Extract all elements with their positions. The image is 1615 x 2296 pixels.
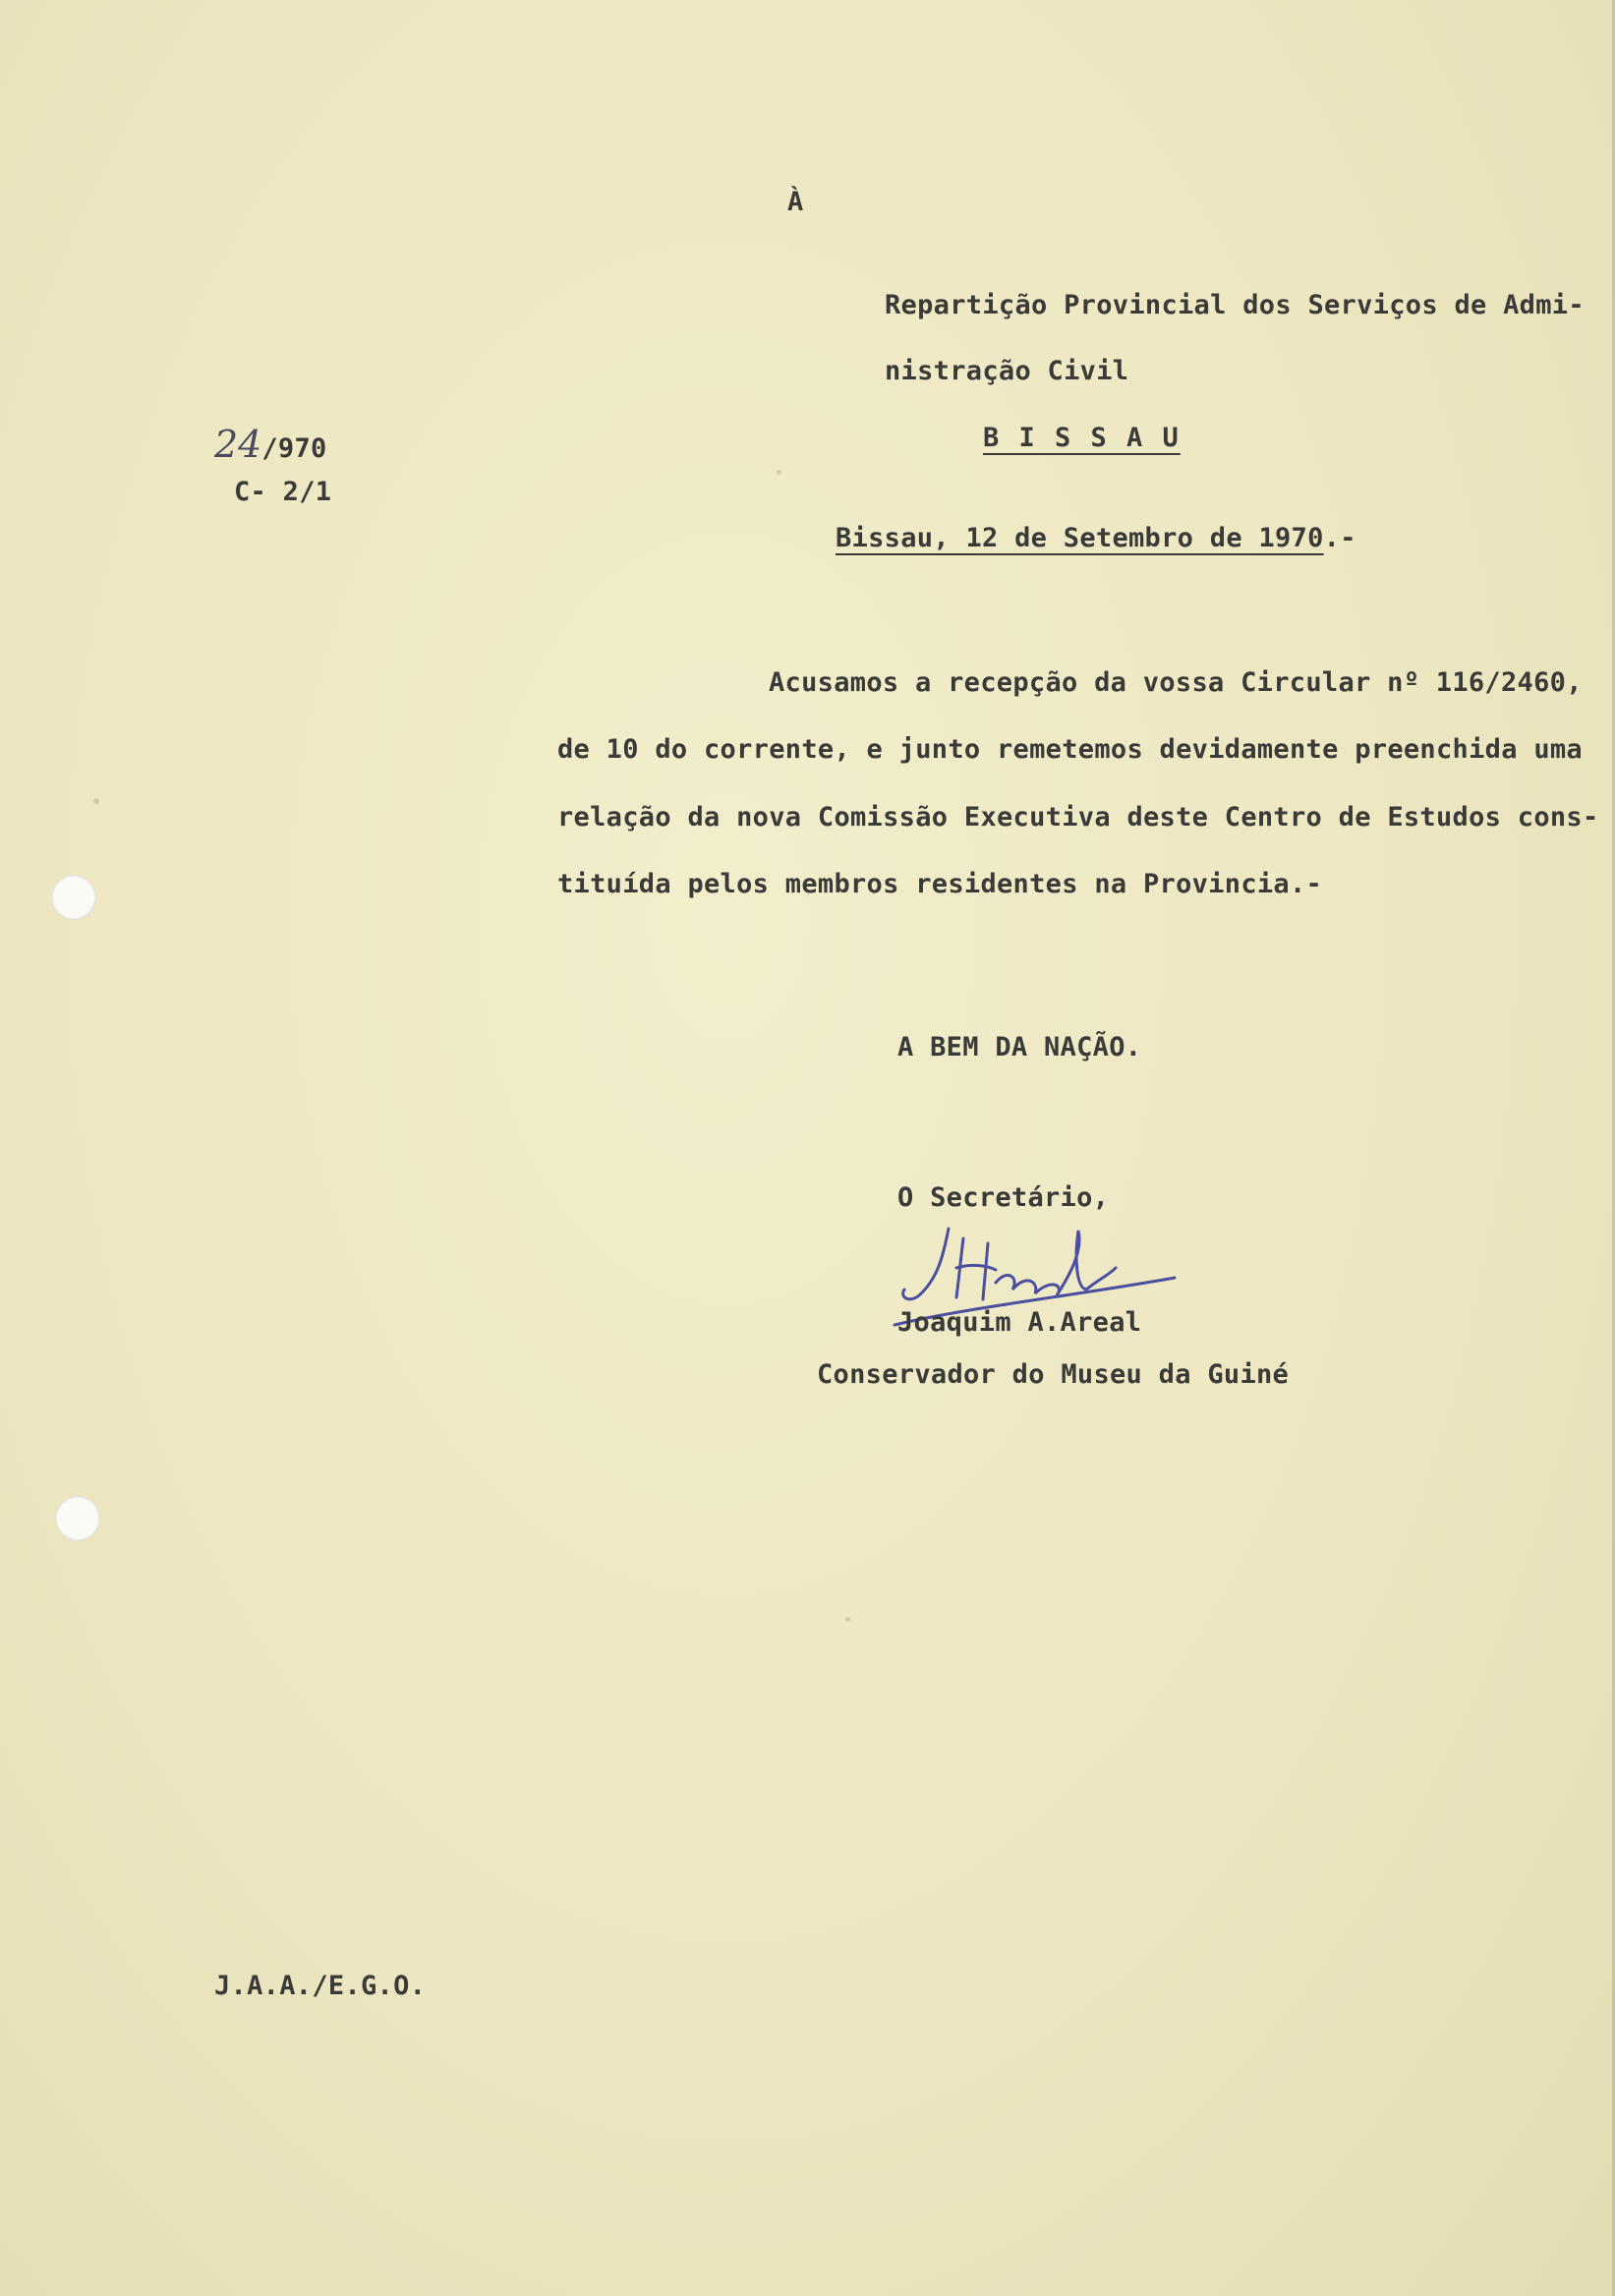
- body-line-2: de 10 do corrente, e junto remetemos devidamente preenchida uma: [557, 734, 1583, 765]
- closing-formula: A BEM DA NAÇÃO.: [897, 1032, 1142, 1062]
- date-text: Bissau, 12 de Setembro de 1970: [836, 523, 1324, 553]
- reference-code: C- 2/1: [234, 477, 332, 507]
- signatory-name: Joaquim A.Areal: [897, 1307, 1142, 1338]
- date-line: [836, 523, 1356, 553]
- punch-hole-top: [51, 875, 96, 920]
- addressee-city: B I S S A U: [983, 423, 1181, 453]
- reference-year: /970: [261, 433, 327, 464]
- typist-initials: J.A.A./E.G.O.: [214, 1971, 427, 2001]
- paper-spot: [845, 1617, 850, 1622]
- signatory-role: O Secretário,: [897, 1182, 1110, 1213]
- handwritten-number: 24: [214, 423, 262, 466]
- punch-hole-bottom: [55, 1496, 100, 1541]
- body-line-3: relação da nova Comissão Executiva deste Centro de Estudos cons-: [557, 802, 1599, 832]
- addressee-line-2: nistração Civil: [885, 356, 1129, 386]
- addressee-line-1: Repartição Provincial dos Serviços de Admi-: [885, 290, 1585, 320]
- paper-spot: [93, 798, 99, 804]
- date-suffix: .-: [1323, 523, 1356, 553]
- salutation: À: [787, 187, 804, 217]
- reference-number: [214, 423, 327, 466]
- signatory-title: Conservador do Museu da Guiné: [817, 1359, 1290, 1390]
- body-line-1: Acusamos a recepção da vossa Circular nº 116/2460,: [769, 667, 1583, 698]
- paper-spot: [777, 470, 781, 475]
- body-line-4: tituída pelos membros residentes na Provincia.-: [557, 869, 1323, 899]
